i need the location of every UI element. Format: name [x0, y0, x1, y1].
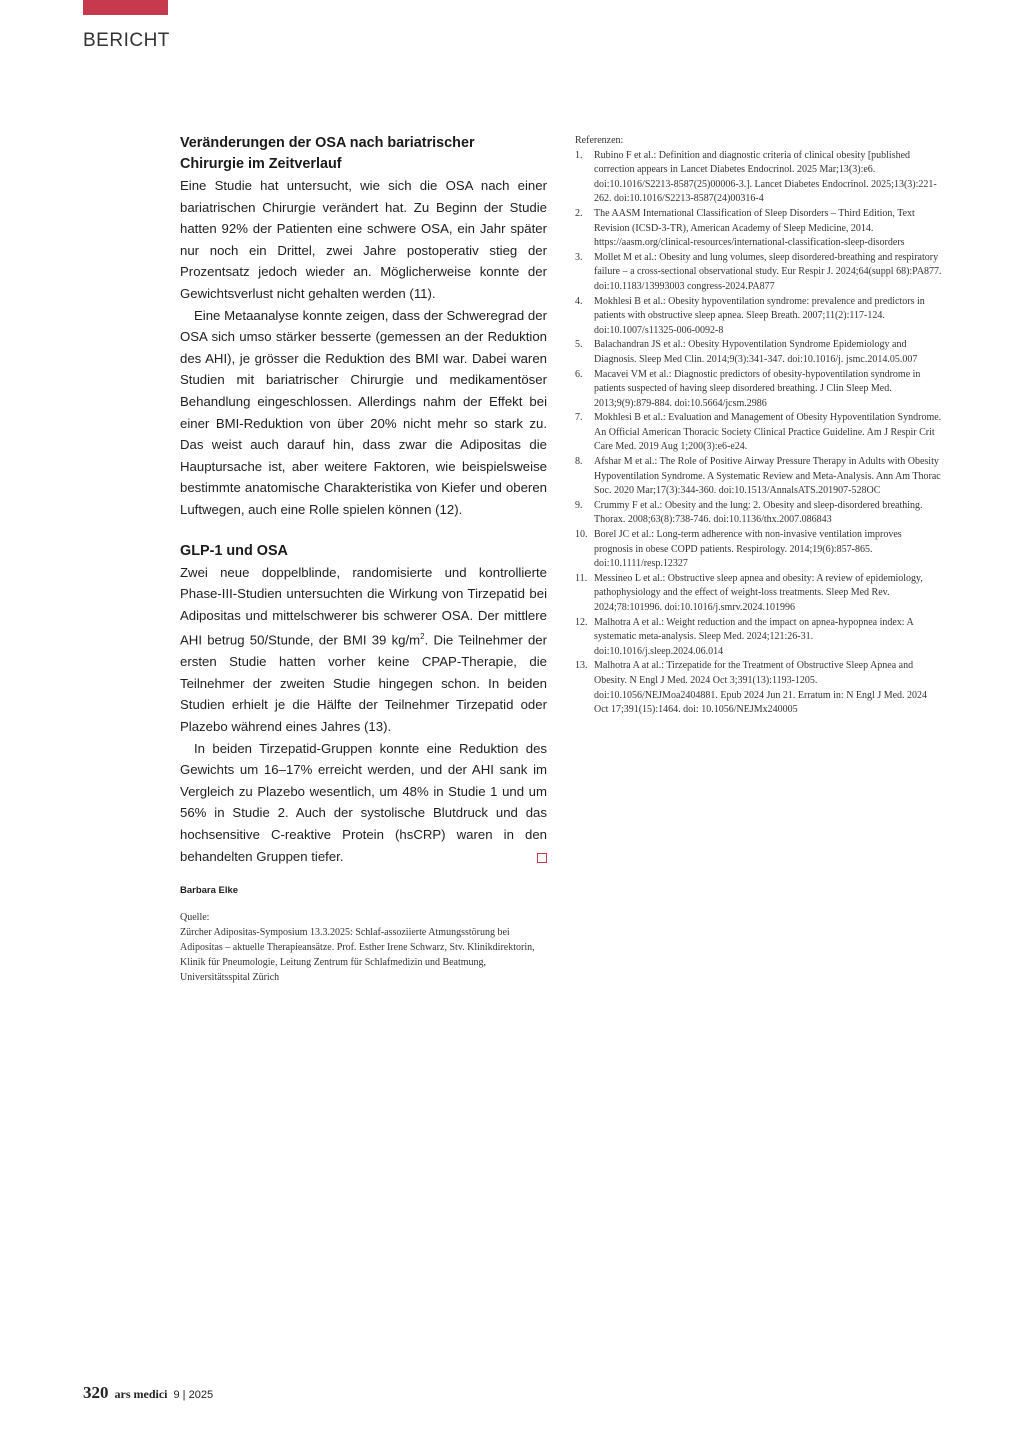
end-of-article-icon [537, 853, 547, 863]
reference-item [575, 368, 943, 412]
source-label: Quelle: [180, 912, 210, 924]
paragraph-2: Eine Metaanalyse konnte zeigen, dass der Schweregrad der OSA sich umso stärker besserte (gemessen an der Reduktion des AHI), je grösser die Reduktion des BMI war. Dabei waren Studien mit bariatrischer Chirurgie und medikamentöser Behandlung eingeschlossen. Allerdings nahm der Effekt bei einer BMI-Reduktion von über 20% nicht mehr so stark zu. Das weist auch darauf hin, dass zwar die Adipositas die Hauptursache ist, aber weitere Faktoren, wie beispielsweise bestimmte anatomische Charakteristika von Kiefer und oberen Luftwegen, auch eine Rolle spielen können (12). [180, 307, 547, 517]
source-text: Zürcher Adipositas-Symposium 13.3.2025: Schlaf-assoziierte Atmungsstörung bei Adipositas – aktuelle Therapieansätze. Prof. Esther Irene Schwarz, Stv. Klinikdirektorin, Klinik für Pneumologie, Leitung Zentrum für Schlafmedizin und Beatmung, Universitätsspital Zürich [180, 927, 535, 984]
paragraph-3-part-a: Zwei neue doppelblinde, randomisierte und kontrollierte Phase-III-Studien untersuchten die Wirkung von Tirzepatid bei Adipositas und mittelschwerer bis schwerer OSA. Der mittlere AHI betrug 50/Stunde, der BMI 39 kg/m [180, 564, 547, 648]
journal-name: ars medici [114, 1387, 168, 1401]
reference-number: 1. [575, 149, 583, 161]
paragraph-1: Eine Studie hat untersucht, wie sich die OSA nach einer bariatrischen Chirurgie verändert hat. Zu Beginn der Studie hatten 92% der Patienten eine schwere OSA, ein Jahr später nur noch ein Drittel, zwei Jahre postoperativ stieg der Prozentsatz jedoch wieder an. Möglicherweise konnte der Gewichtsverlust nicht gehalten werden (11). [180, 178, 547, 301]
references-column [575, 134, 943, 718]
reference-text: Malhotra A at al.: Tirzepatide for the Treatment of Obstructive Sleep Apnea and Obesity. N Engl J Med. 2024 Oct 3;391(13):1193-1205. doi:10.1056/NEJMoa2404881. Epub 2024 Jun 21. Erratum in: N Engl J Med. 2024 Oct 17;391(15):1464. doi: 10.1056/NEJMx240005 [594, 660, 928, 716]
article-column [180, 133, 547, 985]
reference-number: 10. [575, 529, 588, 541]
issue-info: 9 | 2025 [173, 1389, 214, 1401]
heading-line-1: Veränderungen der OSA nach bariatrischer [180, 135, 475, 151]
reference-text: Mollet M et al.: Obesity and lung volumes, sleep disordered-breathing and respiratory failure – a cross-sectional observational study. Eur Respir J. 2024;64(suppl 68):PA877. doi:10.1183/13993003 congress-2024.PA877 [594, 251, 942, 292]
reference-text: Balachandran JS et al.: Obesity Hypoventilation Syndrome Epidemiology and Diagnosis. Sleep Med Clin. 2014;9(3):341-347. doi:10.1016/j. jsmc.2014.05.007 [594, 339, 918, 365]
references-list [575, 149, 943, 718]
section-heading-bariatric [180, 133, 547, 175]
reference-item [575, 659, 943, 717]
reference-number: 12. [575, 616, 588, 628]
page-number: 320 [83, 1383, 109, 1402]
reference-item [575, 338, 943, 367]
heading-line-2: Chirurgie im Zeitverlauf [180, 156, 342, 172]
section-label: BERICHT [83, 30, 170, 51]
reference-item [575, 499, 943, 528]
paragraph-3 [180, 562, 547, 738]
reference-number: 9. [575, 499, 583, 511]
reference-item [575, 616, 943, 660]
reference-item [575, 207, 943, 251]
references-heading: Referenzen: [575, 135, 624, 146]
reference-number: 5. [575, 339, 583, 351]
reference-text: Afshar M et al.: The Role of Positive Airway Pressure Therapy in Adults with Obesity Hypoventilation Syndrome. A Systematic Review and Meta-Analysis. Ann Am Thorac Soc. 2020 Mar;17(3):344-360. doi:10.1513/AnnalsATS.201907-528OC [594, 456, 941, 497]
reference-number: 6. [575, 368, 583, 380]
reference-item [575, 251, 943, 295]
source-block [180, 910, 547, 985]
reference-item [575, 572, 943, 616]
paragraph-4-text: In beiden Tirzepatid-Gruppen konnte eine Reduktion des Gewichts um 16–17% erreicht werden, und der AHI sank im Vergleich zu Plazebo wesentlich, um 48% in Studie 1 und um 56% in Studie 2. Auch der systolische Blutdruck und das hochsensitive C-reaktive Protein (hsCRP) waren in den behandelten Gruppen tiefer. [180, 740, 547, 864]
section-heading-glp1: GLP-1 und OSA [180, 542, 288, 559]
reference-item [575, 528, 943, 572]
page-footer [83, 1383, 213, 1403]
reference-item [575, 455, 943, 499]
reference-number: 3. [575, 251, 583, 263]
section-accent-bar [83, 0, 168, 15]
reference-number: 11. [575, 572, 588, 584]
reference-number: 7. [575, 412, 583, 424]
reference-text: Borel JC et al.: Long-term adherence with non-invasive ventilation improves prognosis in obese COPD patients. Respirology. 2014;19(6):857-865. doi:10.1111/resp.12327 [594, 529, 902, 570]
reference-text: Malhotra A et al.: Weight reduction and the impact on apnea-hypopnea index: A systematic meta-analysis. Sleep Med. 2024;121:26-31. doi:10.1016/j.sleep.2024.06.014 [594, 616, 914, 657]
reference-text: Messineo L et al.: Obstructive sleep apnea and obesity: A review of epidemiology, pathophysiology and the effect of weight-loss treatments. Sleep Med Rev. 2024;78:101996. doi:10.1016/j.smrv.2024.101996 [594, 572, 923, 613]
reference-text: Crummy F et al.: Obesity and the lung: 2. Obesity and sleep-disordered breathing. Thorax. 2008;63(8):738-746. doi:10.1136/thx.2007.086843 [594, 499, 923, 526]
reference-item [575, 295, 943, 339]
reference-item [575, 149, 943, 207]
author-name: Barbara Elke [180, 885, 239, 897]
reference-text: The AASM International Classification of Sleep Disorders – Third Edition, Text Revision (ICSD-3-TR), American Academy of Sleep Medicine, 2014. https://aasm.org/clinical-resources/international-classification-sleep-disorders [594, 207, 915, 249]
reference-number: 4. [575, 295, 583, 307]
reference-text: Rubino F et al.: Definition and diagnostic criteria of clinical obesity [published correction appears in Lancet Diabetes Endocrinol. 2025 Mar;13(3):e6. doi:10.1016/S2213-8587(25)00006-3.]. Lancet Diabetes Endocrinol. 2025;13(3):221-262. doi:10.1016/S2213-8587(24)00316-4 [594, 149, 937, 205]
reference-text: Macavei VM et al.: Diagnostic predictors of obesity-hypoventilation syndrome in patients suspected of having sleep disordered breathing. J Clin Sleep Med. 2013;9(9):879-884. doi:10.5664/jcsm.2986 [594, 368, 921, 409]
reference-item [575, 411, 943, 455]
paragraph-3-part-b: . Die Teilnehmer der ersten Studie hatten vorher keine CPAP-Therapie, die Teilnehmer der zweiten Studie hingegen schon. In beiden Studien erhielt je die Hälfte der Teilnehmer Tirzepatid oder Plazebo während eines Jahres (13). [180, 632, 547, 735]
reference-number: 13. [575, 660, 588, 672]
reference-text: Mokhlesi B et al.: Evaluation and Management of Obesity Hypoventilation Syndrome. An Official American Thoracic Society Clinical Practice Guideline. Am J Respir Crit Care Med. 2019 Aug 1;200(3):e6-e24. [594, 412, 942, 453]
reference-number: 2. [575, 207, 583, 219]
paragraph-4 [180, 738, 547, 868]
reference-text: Mokhlesi B et al.: Obesity hypoventilation syndrome: prevalence and predictors in patients with obstructive sleep apnea. Sleep Breath. 2007;11(2):117-124. doi:10.1007/s11325-006-0092-8 [594, 295, 925, 336]
superscript: 2 [420, 632, 425, 642]
reference-number: 8. [575, 456, 583, 468]
